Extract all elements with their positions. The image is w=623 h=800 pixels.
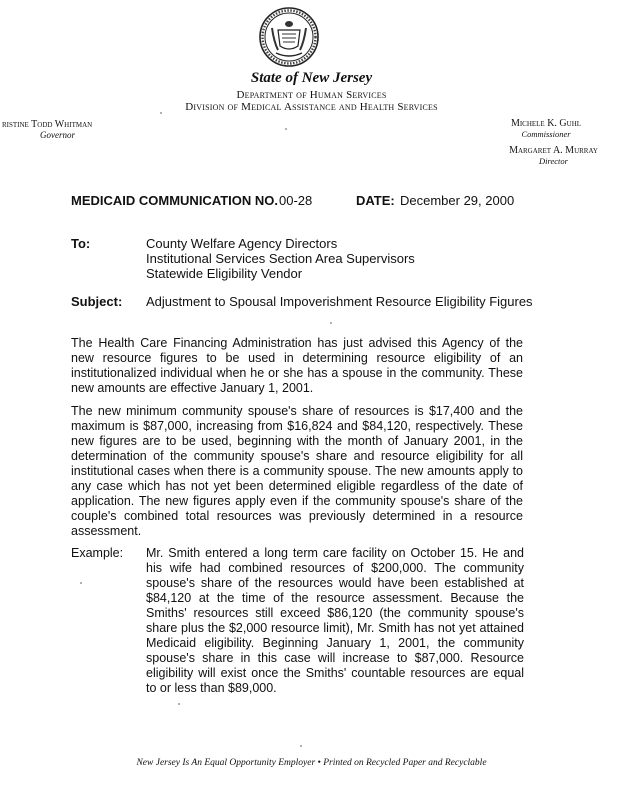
governor-name: ristine Todd Whitman (2, 119, 93, 130)
scan-speck (80, 582, 82, 584)
body-paragraph-2: The new minimum community spouse's share of resources is $17,400 and the maximum is $87,000, increasing from $16,824 and $84,120, respectively. These new figures are to be used, beginning with the month of January 2001, in the determination of the community spouse's share and resource eligibility for all institutional cases when there is a community spouse. The new amounts apply to any case which has not yet been determined eligible regardless of the date of application. The new figures apply even if the community spouse's share of the couple's combined total resources was previously determined in a resource assessment. (71, 404, 523, 538)
footer-text: New Jersey Is An Equal Opportunity Employer • Printed on Recycled Paper and Recyclable (136, 758, 487, 768)
recipient-item: County Welfare Agency Directors (146, 236, 338, 251)
state-name: State of New Jersey (250, 70, 373, 86)
example-label: Example: (71, 546, 124, 560)
state-seal (258, 6, 320, 68)
recipient-item: Statewide Eligibility Vendor (146, 266, 303, 281)
governor-title: Governor (40, 130, 75, 140)
scan-speck (178, 703, 180, 705)
division-name: Division of Medical Assistance and Health Services (185, 101, 438, 113)
example-text: Mr. Smith entered a long term care facility on October 15. He and his wife had combined resources of $200,000. The community spouse's share of the resources would have been established at $84,120 at the time of the resource assessment. Because the Smiths' resources still exceed $86,120 (the community spouse's share plus the $2,000 resource limit), Mr. Smith has not yet attained Medicaid eligibility. Beginning January 1, 2001, the community spouse's share in this case will increase to $87,000. Resource eligibility will exist once the Smiths' countable resources are equal to or less than $89,000. (146, 546, 524, 695)
scan-speck (330, 322, 332, 324)
communication-label: MEDICAID COMMUNICATION NO. (71, 193, 279, 208)
recipient-list (146, 236, 415, 281)
scan-speck (300, 745, 302, 747)
to-label: To: (71, 236, 91, 251)
scan-speck (285, 128, 287, 130)
director-name: Margaret A. Murray (509, 145, 598, 156)
body-paragraph-1: The Health Care Financing Administration has just advised this Agency of the new resource figures to be used in determining resource eligibility of an institutionalized individual when he or she has a spouse in the community. These new amounts are effective January 1, 2001. (71, 336, 523, 395)
subject-text: Adjustment to Spousal Impoverishment Resource Eligibility Figures (146, 294, 533, 309)
director-title: Director (539, 156, 568, 166)
commissioner-title: Commissioner (521, 129, 571, 139)
commissioner-name: Michele K. Guhl (510, 118, 582, 129)
date-label: DATE: (356, 193, 395, 208)
date-value: December 29, 2000 (400, 193, 515, 208)
communication-number: 00-28 (279, 193, 313, 208)
subject-label: Subject: (71, 294, 123, 309)
recipient-item: Institutional Services Section Area Supervisors (146, 251, 415, 266)
department-name: Department of Human Services (236, 89, 387, 101)
scan-speck (160, 112, 162, 114)
